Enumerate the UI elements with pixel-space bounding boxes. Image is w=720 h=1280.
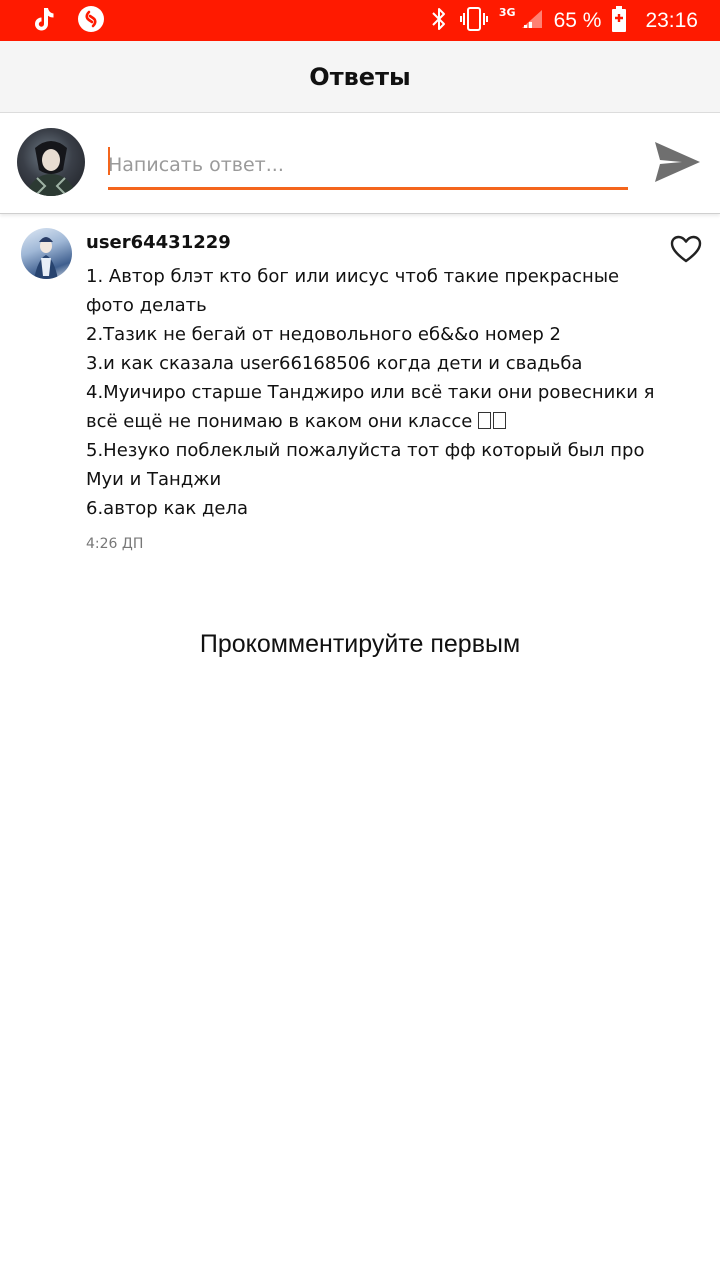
reply-input[interactable]: [108, 143, 628, 190]
comment-line: 1. Автор блэт кто бог или иисус чтоб такие прекрасные: [86, 266, 620, 287]
send-icon: [652, 139, 702, 185]
comment-line: 4.Муичиро старше Танджиро или всё таки они ровесники я: [86, 382, 655, 403]
tiktok-icon: [28, 4, 58, 38]
comment-line: 6.автор как дела: [86, 498, 249, 519]
missing-glyph-icon: [478, 412, 491, 429]
network-type: 3G: [498, 6, 516, 19]
clock: 23:16: [645, 8, 698, 32]
reply-bar: [0, 113, 720, 214]
text-cursor: [108, 147, 110, 175]
heart-outline-icon: [670, 234, 702, 264]
comment-line: фото делать: [86, 295, 207, 316]
page-title: Ответы: [309, 62, 411, 91]
missing-glyph-icon: [493, 412, 506, 429]
avatar[interactable]: [21, 228, 72, 279]
comment-line: 5.Незуко поблеклый пожалуйста тот фф который был про: [86, 440, 645, 461]
comment-username[interactable]: user64431229: [86, 232, 231, 253]
header: [0, 41, 720, 113]
bluetooth-icon: [429, 6, 449, 36]
comment-line-text: всё ещё не понимаю в каком они классе: [86, 411, 479, 432]
battery-percent: 65 %: [553, 8, 602, 32]
comment-line: [86, 407, 606, 436]
empty-state-text: Прокомментируйте первым: [199, 630, 521, 658]
avatar[interactable]: [17, 128, 85, 196]
signal-icon: [520, 8, 544, 34]
like-button[interactable]: [670, 234, 702, 264]
comment-timestamp: 4:26 ДП: [86, 536, 144, 552]
shazam-icon: [76, 4, 106, 38]
comment-line: Муи и Танджи: [86, 469, 222, 490]
comment-line: 2.Тазик не бегай от недовольного еб&&о номер 2: [86, 324, 561, 345]
vibrate-icon: [459, 6, 489, 36]
comment-text: [86, 262, 655, 523]
comment-line: 3.и как сказала user66168506 когда дети и свадьба: [86, 353, 583, 374]
status-bar: [0, 0, 720, 41]
send-button[interactable]: [650, 137, 704, 187]
battery-charging-icon: [611, 5, 627, 37]
